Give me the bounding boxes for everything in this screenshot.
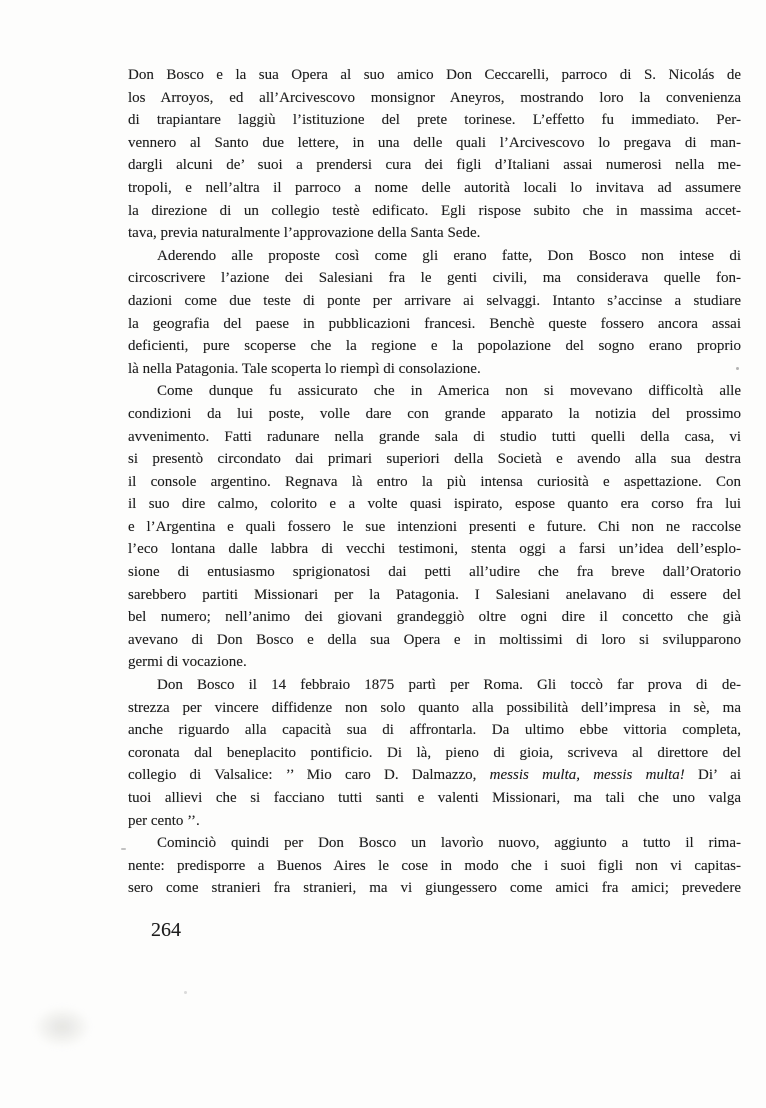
text-line — [128, 426, 741, 449]
scan-speck — [184, 991, 187, 994]
text-segment: avvenimento. Fatti radunare nella grande sala di studio tutti quelli della casa, vi — [128, 428, 741, 445]
text-line — [128, 245, 741, 268]
text-line — [128, 764, 741, 787]
paragraph — [128, 64, 741, 245]
text-line — [128, 64, 741, 87]
text-segment: il console argentino. Regnava là entro la più intensa curiosità e aspettazione. Con — [128, 473, 741, 490]
text-segment: Di’ ai — [684, 767, 742, 784]
text-line — [128, 832, 741, 855]
text-segment: vennero al Santo due lettere, in una delle quali l’Arcivescovo lo pregava di man- — [128, 134, 741, 151]
scan-speck — [121, 848, 126, 850]
text-line — [128, 267, 741, 290]
text-segment: la geografia del paese in pubblicazioni francesi. Benchè queste fossero ancora assai — [128, 315, 741, 332]
text-segment: circoscrivere l’azione dei Salesiani fra le genti civili, ma considerava quelle fon- — [128, 270, 741, 287]
text-segment: sero come stranieri fra stranieri, ma vi giungessero come amici fra amici; prevedere — [128, 880, 741, 897]
text-line — [128, 335, 741, 358]
text-line — [128, 674, 741, 697]
text-segment: là nella Patagonia. Tale scoperta lo riempì di consolazione. — [128, 360, 481, 377]
text-segment: collegio di Valsalice: ’’ Mio caro D. Dalmazzo, — [128, 767, 490, 784]
scan-speck — [736, 367, 739, 370]
text-line — [128, 719, 741, 742]
text-segment: per cento ’’. — [128, 812, 200, 829]
text-segment: tava, previa naturalmente l’approvazione della Santa Sede. — [128, 225, 481, 242]
text-line — [128, 651, 741, 674]
paragraph — [128, 832, 741, 900]
text-line — [128, 200, 741, 223]
text-segment: l’eco lontana dalle labbra di vecchi testimoni, stenta oggi a farsi un’idea dell’esplo- — [128, 541, 741, 558]
text-segment: bel numero; nell’animo dei giovani grandeggiò oltre ogni dire il concetto che già — [128, 609, 741, 626]
text-segment: sarebbero partiti Missionari per la Patagonia. I Salesiani anelavano di essere del — [128, 586, 741, 603]
text-segment: Cominciò quindi per Don Bosco un lavorìo nuovo, aggiunto a tutto il rima- — [157, 835, 741, 852]
text-segment: strezza per vincere diffidenze non solo quanto alla possibilità dell’impresa in sè, ma — [128, 699, 741, 716]
text-segment: condizioni da lui poste, volle dare con grande apparato la notizia del prossimo — [128, 405, 741, 422]
text-line — [128, 877, 741, 900]
text-line — [128, 538, 741, 561]
text-segment: e l’Argentina e quali fossero le sue intenzioni presenti e future. Chi non ne raccolse — [128, 518, 741, 535]
text-line — [128, 606, 741, 629]
text-segment: Aderendo alle proposte così come gli erano fatte, Don Bosco non intese di — [157, 247, 741, 264]
text-line — [128, 584, 741, 607]
text-line — [128, 177, 741, 200]
text-line — [128, 132, 741, 155]
text-line — [128, 493, 741, 516]
text-line — [128, 358, 741, 381]
text-line — [128, 516, 741, 539]
text-line — [128, 855, 741, 878]
text-line — [128, 222, 741, 245]
text-segment: sione di entusiasmo sprigionatosi dai petti all’udire che fra breve dall’Oratorio — [128, 564, 741, 581]
text-line — [128, 290, 741, 313]
text-line — [128, 109, 741, 132]
text-segment: deficienti, pure scoperse che la regione e la popolazione del sogno erano proprio — [128, 338, 741, 355]
text-line — [128, 810, 741, 833]
text-line — [128, 742, 741, 765]
text-line — [128, 154, 741, 177]
text-segment: la direzione di un collegio testè edificato. Egli rispose subito che in massima accet- — [128, 202, 741, 219]
text-line — [128, 87, 741, 110]
text-segment: avevano di Don Bosco e della sua Opera e in moltissimi di loro si svilupparono — [128, 631, 741, 648]
text-segment: si presentò circondato dai primari superiori della Società e avendo alla sua destra — [128, 451, 741, 468]
text-line — [128, 403, 741, 426]
text-block — [128, 64, 741, 900]
paragraph — [128, 380, 741, 674]
text-line — [128, 380, 741, 403]
text-segment: dazioni come due teste di ponte per arrivare ai selvaggi. Intanto s’accinse a studiare — [128, 292, 741, 309]
text-segment: anche riguardo alla capacità sua di affrontarla. Da ultimo ebbe vittoria completa, — [128, 722, 741, 739]
text-segment: Don Bosco il 14 febbraio 1875 partì per Roma. Gli toccò far prova di de- — [157, 677, 741, 694]
text-segment: di trapiantare laggiù l’istituzione del prete torinese. L’effetto fu immediato. Per- — [128, 112, 741, 129]
text-line — [128, 313, 741, 336]
text-segment: il suo dire calmo, colorito e a volte quasi ispirato, espose quanto era corso fra lui — [128, 496, 741, 513]
italic-text-segment: messis multa, messis multa! — [489, 767, 685, 784]
text-line — [128, 471, 741, 494]
text-segment: los Arroyos, ed all’Arcivescovo monsignor Aneyros, mostrando loro la convenienza — [128, 89, 741, 106]
text-line — [128, 787, 741, 810]
text-segment: germi di vocazione. — [128, 654, 247, 671]
text-segment: tuoi allievi che si facciano tutti santi e valenti Missionari, ma tali che uno valga — [128, 790, 741, 806]
paragraph — [128, 674, 741, 832]
text-line — [128, 629, 741, 652]
page-number: 264 — [151, 919, 181, 941]
paragraph — [128, 245, 741, 381]
text-segment: Come dunque fu assicurato che in America non si movevano difficoltà alle — [157, 383, 741, 400]
text-line — [128, 697, 741, 720]
text-segment: Don Bosco e la sua Opera al suo amico Don Ceccarelli, parroco di S. Nicolás de — [128, 67, 741, 83]
text-line — [128, 448, 741, 471]
text-segment: nente: predisporre a Buenos Aires le cose in modo che i suoi figli non vi capitas- — [128, 857, 741, 874]
text-segment: tropoli, e nell’altra il parroco a nome delle autorità locali lo invitava ad assumere — [128, 179, 741, 196]
text-line — [128, 561, 741, 584]
text-segment: coronata dal beneplacito pontificio. Di là, pieno di gioia, scriveva al direttore del — [128, 744, 741, 761]
text-segment: dargli alcuni de’ suoi a prendersi cura dei figli d’Italiani assai numerosi nella me- — [128, 157, 741, 174]
scan-smudge — [33, 1006, 91, 1048]
